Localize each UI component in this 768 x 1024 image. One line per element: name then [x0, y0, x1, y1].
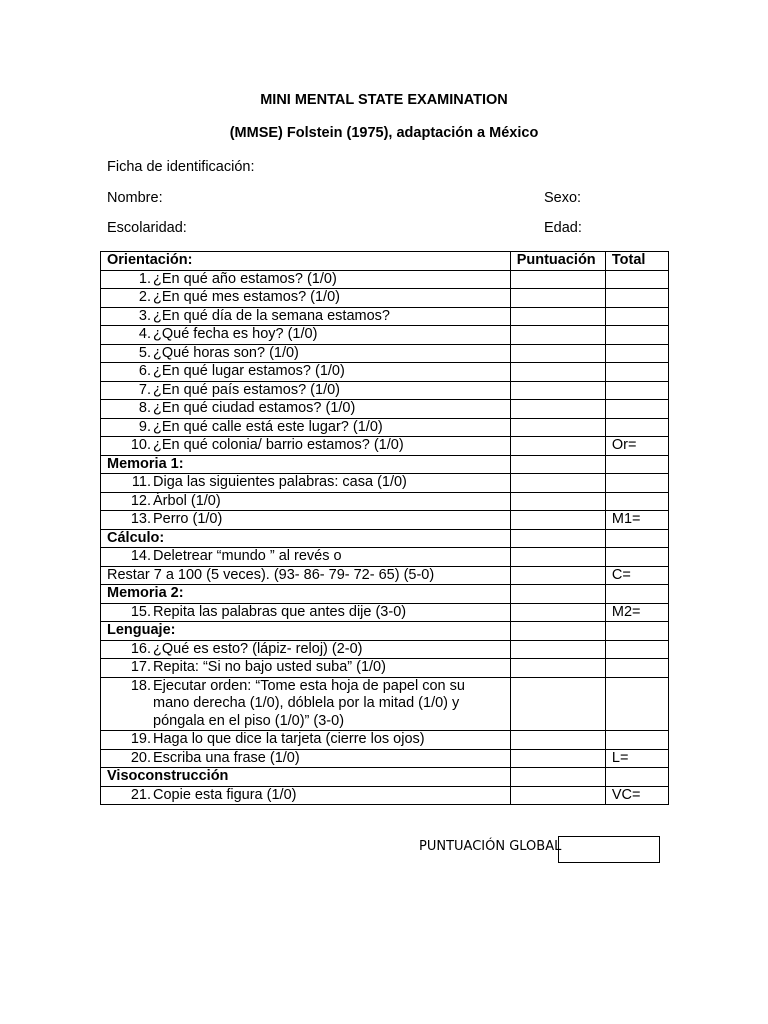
item-number: 15.: [130, 603, 151, 620]
sexo-label: Sexo:: [544, 190, 582, 206]
item-number: 13.: [130, 511, 151, 527]
score-cell[interactable]: [510, 566, 605, 585]
score-cell[interactable]: [510, 474, 605, 493]
item-number: 21.: [130, 786, 151, 803]
item-number: 7.: [138, 381, 151, 398]
col-puntuacion: Puntuación: [510, 252, 605, 271]
total-cell: VC=: [605, 786, 668, 805]
item-number: 20.: [130, 749, 151, 766]
total-cell: [605, 400, 668, 419]
score-cell[interactable]: [510, 363, 605, 382]
table-row: [101, 511, 669, 530]
table-row: [101, 640, 669, 659]
table-row: [101, 474, 669, 493]
score-cell[interactable]: [510, 344, 605, 363]
item-text: ¿En qué lugar estamos? (1/0): [153, 363, 345, 379]
score-cell[interactable]: [510, 640, 605, 659]
score-cell[interactable]: [510, 289, 605, 308]
total-cell: [605, 344, 668, 363]
table-row: [101, 603, 669, 622]
col-total: Total: [605, 252, 668, 271]
table-row: [101, 307, 669, 326]
section-visoconstruccion: Visoconstrucción: [101, 768, 511, 787]
item-text: Repita: “Si no bajo usted suba” (1/0): [153, 659, 386, 675]
score-cell[interactable]: [510, 603, 605, 622]
item-text: ¿En qué colonia/ barrio estamos? (1/0): [153, 437, 404, 453]
global-score-label: PUNTUACIÓN GLOBAL: [419, 839, 562, 854]
section-orientacion: Orientación:: [101, 252, 511, 271]
total-cell: [605, 677, 668, 731]
item-text: ¿En qué día de la semana estamos?: [153, 307, 390, 324]
section-row: [101, 529, 669, 548]
score-cell[interactable]: [510, 786, 605, 805]
item-text: Deletrear “mundo ” al revés o: [153, 548, 342, 564]
score-cell[interactable]: [510, 548, 605, 567]
item-text: Ejecutar orden: “Tome esta hoja de papel con su mano derecha (1/0), dóblela por la mitad (1/0) y póngala en el piso (1/0)” (3-0): [153, 677, 465, 729]
table-header-row: [101, 252, 669, 271]
item-text: ¿Qué fecha es hoy? (1/0): [153, 326, 318, 342]
global-score-box[interactable]: [558, 836, 660, 863]
score-cell[interactable]: [510, 270, 605, 289]
item-text: Escriba una frase (1/0): [153, 749, 300, 766]
item-number: 18.: [130, 677, 151, 694]
item-text: ¿Qué horas son? (1/0): [153, 344, 299, 361]
table-row: [101, 289, 669, 308]
mmse-table: [100, 251, 669, 805]
escolaridad-label: Escolaridad:: [107, 220, 187, 236]
total-cell: [605, 474, 668, 493]
total-cell: [605, 492, 668, 511]
document-subtitle: (MMSE) Folstein (1975), adaptación a México: [229, 125, 539, 141]
table-row: [101, 731, 669, 750]
score-cell[interactable]: [510, 749, 605, 768]
table-row: [101, 659, 669, 678]
section-calculo: Cálculo:: [101, 529, 511, 548]
total-cell: [605, 659, 668, 678]
item-text: Árbol (1/0): [153, 492, 221, 509]
total-cell: [605, 418, 668, 437]
total-cell: M2=: [605, 603, 668, 622]
item-number: 16.: [130, 640, 151, 657]
total-cell: L=: [605, 749, 668, 768]
table-row: [101, 363, 669, 382]
table-row: [101, 344, 669, 363]
item-number: 6.: [138, 363, 151, 379]
table-row: [101, 492, 669, 511]
table-row: [101, 381, 669, 400]
score-cell[interactable]: [510, 731, 605, 750]
total-cell: [605, 307, 668, 326]
score-cell[interactable]: [510, 511, 605, 530]
score-cell[interactable]: [510, 492, 605, 511]
section-lenguaje: Lenguaje:: [101, 622, 511, 641]
item-number: 19.: [130, 731, 151, 747]
section-row: [101, 585, 669, 604]
total-cell: [605, 640, 668, 659]
table-row: [101, 786, 669, 805]
total-cell: [605, 363, 668, 382]
item-text: ¿En qué mes estamos? (1/0): [153, 289, 340, 305]
item-number: 8.: [138, 400, 151, 416]
score-cell[interactable]: [510, 437, 605, 456]
table-row: [101, 749, 669, 768]
item-text: Copie esta figura (1/0): [153, 786, 297, 803]
total-cell: [605, 381, 668, 400]
item-number: 11.: [131, 474, 151, 490]
section-row: [101, 622, 669, 641]
item-number: 10.: [130, 437, 151, 453]
item-text: Perro (1/0): [153, 511, 223, 527]
total-cell: C=: [605, 566, 668, 585]
table-row: [101, 326, 669, 345]
total-cell: [605, 731, 668, 750]
table-row: [101, 548, 669, 567]
total-cell: [605, 270, 668, 289]
ficha-label: Ficha de identificación:: [107, 159, 255, 175]
item-text: ¿En qué calle está este lugar? (1/0): [153, 418, 383, 435]
section-row: [101, 768, 669, 787]
total-cell: [605, 548, 668, 567]
table-row: [101, 566, 669, 585]
item-number: 4.: [138, 326, 151, 342]
section-row: [101, 455, 669, 474]
item-number: 3.: [138, 307, 151, 324]
item-text: Repita las palabras que antes dije (3-0): [153, 603, 407, 620]
total-cell: [605, 289, 668, 308]
item-text: ¿En qué año estamos? (1/0): [153, 270, 337, 287]
item-text: ¿Qué es esto? (lápiz- reloj) (2-0): [153, 640, 363, 657]
edad-label: Edad:: [544, 220, 582, 236]
item-number: 1.: [138, 270, 151, 287]
item-text: ¿En qué ciudad estamos? (1/0): [153, 400, 356, 416]
item-number: 5.: [138, 344, 151, 361]
section-memoria-2: Memoria 2:: [101, 585, 511, 604]
total-cell: M1=: [605, 511, 668, 530]
item-text: Restar 7 a 100 (5 veces). (93- 86- 79- 72- 65) (5-0): [101, 566, 511, 585]
table-row: [101, 400, 669, 419]
item-text: Haga lo que dice la tarjeta (cierre los ojos): [153, 731, 425, 747]
item-text: ¿En qué país estamos? (1/0): [153, 381, 340, 398]
item-number: 14.: [130, 548, 151, 564]
table-row: [101, 270, 669, 289]
score-cell[interactable]: [510, 400, 605, 419]
item-number: 2.: [138, 289, 151, 305]
item-number: 12.: [130, 492, 151, 509]
item-number: 9.: [138, 418, 151, 435]
score-cell[interactable]: [510, 381, 605, 400]
section-memoria-1: Memoria 1:: [101, 455, 511, 474]
score-cell[interactable]: [510, 677, 605, 731]
score-cell[interactable]: [510, 307, 605, 326]
score-cell[interactable]: [510, 418, 605, 437]
table-row: [101, 418, 669, 437]
total-cell: [605, 326, 668, 345]
table-row: [101, 677, 669, 731]
document-title: MINI MENTAL STATE EXAMINATION: [260, 92, 508, 108]
score-cell[interactable]: [510, 659, 605, 678]
total-cell: Or=: [605, 437, 668, 456]
score-cell[interactable]: [510, 326, 605, 345]
nombre-label: Nombre:: [107, 190, 163, 206]
table-row: [101, 437, 669, 456]
item-text: Diga las siguientes palabras: casa (1/0): [153, 474, 407, 490]
item-number: 17.: [130, 659, 151, 675]
